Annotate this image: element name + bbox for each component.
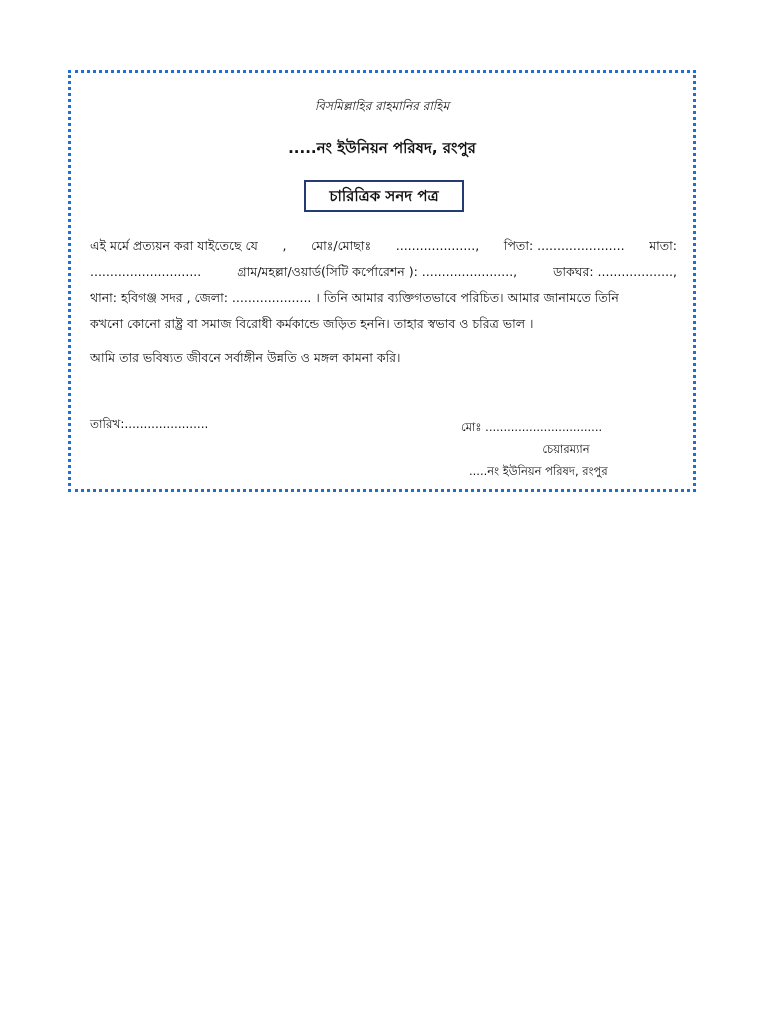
body-line-4 [90,311,677,337]
certificate-frame [68,70,696,492]
signature-organization: .....নং ইউনিয়ন পরিষদ, রংপুর [469,464,608,478]
body-segment: ডাকঘর: ..................., [553,264,677,279]
salutation: বিসমিল্লাহির রাহমানির রাহিম [314,99,450,113]
body-segment: পিতা: ...................... [503,238,625,253]
body-line-1 [90,233,677,259]
certificate-body [90,233,677,337]
body-segment: , [282,238,287,253]
body-segment: গ্রাম/মহল্লা/ওয়ার্ড(সিটি কর্পোরেশন ): ......................., [237,264,518,279]
body-segment: থানা: হবিগঞ্জ সদর , জেলা: .................... । তিনি আমার ব্যক্তিগতভাবে পরিচিত। আমার জানামতে তিনি [90,290,619,305]
body-segment: মোঃ/মোছাঃ [311,238,372,253]
body-segment: ...................., [395,238,480,253]
body-segment: ............................ [90,264,202,279]
signature-block [461,416,661,482]
signature-role: চেয়ারম্যান [542,442,590,456]
body-segment: এই মর্মে প্রত্যয়ন করা যাইতেছে যে [90,238,258,253]
signature-name-line: মোঃ ................................ [461,420,603,434]
body-line-2 [90,259,677,285]
certificate-title: চারিত্রিক সনদ পত্র [304,180,464,212]
body-line-3 [90,285,677,311]
wish-text: আমি তার ভবিষ্যত জীবনে সর্বাঙ্গীন উন্নতি ও মঙ্গল কামনা করি। [90,350,401,365]
body-segment: কখনো কোনো রাষ্ট্র বা সমাজ বিরোধী কর্মকান্ডে জড়িত হননি। তাহার স্বভাব ও চরিত্র ভাল । [90,316,534,331]
date-line: তারিখ:...................... [90,417,209,431]
body-segment: মাতা: [649,238,677,253]
council-heading: .....নং ইউনিয়ন পরিষদ, রংপুর [288,139,476,157]
